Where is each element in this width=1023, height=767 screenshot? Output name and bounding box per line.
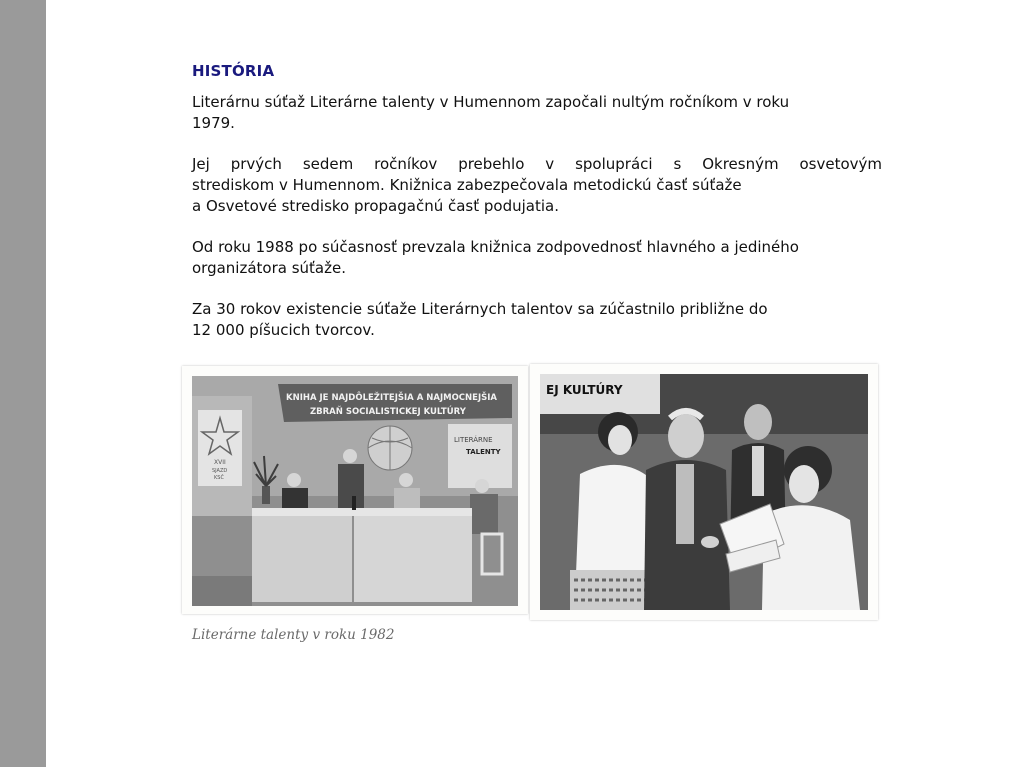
banner-text-1: KNIHA JE NAJDÔLEŽITEJŠIA A NAJMOCNEJŠIA (286, 393, 497, 403)
page-title: HISTÓRIA (192, 62, 275, 80)
paragraph-line: strediskom v Humennom. Knižnica zabezpečovala metodickú časť súťaže (192, 176, 742, 194)
sign-text-2: TALENTY (466, 448, 501, 456)
photo-gallery (182, 364, 882, 624)
paragraph-line: Literárnu súťaž Literárne talenty v Humennom započali nultým ročníkom v roku (192, 93, 790, 111)
text-content (192, 60, 882, 361)
paragraph-4 (192, 299, 882, 341)
photo-meeting (182, 366, 528, 614)
paragraph-line: a Osvetové stredisko propagačnú časť podujatia. (192, 197, 559, 215)
poster-text-1: XVII (214, 459, 226, 466)
poster-text-3: KSČ (214, 475, 224, 481)
paragraph-3 (192, 237, 882, 279)
meeting-photo-image (192, 376, 518, 606)
paragraph-line: Jej prvých sedem ročníkov prebehlo v spolupráci s Okresným osvetovým (192, 155, 882, 173)
paragraph-line: 12 000 píšucich tvorcov. (192, 321, 375, 339)
left-gray-bar (0, 0, 46, 767)
photo-award (530, 364, 878, 620)
sign-text-1: LITERÁRNE (454, 436, 493, 444)
paragraph-line: Za 30 rokov existencie súťaže Literárnych talentov sa zúčastnilo približne do (192, 300, 768, 318)
paragraph-line: organizátora súťaže. (192, 259, 346, 277)
paragraph-2 (192, 154, 882, 217)
paragraph-line: Od roku 1988 po súčasnosť prevzala knižnica zodpovednosť hlavného a jediného (192, 238, 799, 256)
banner-text-2: ZBRAŇ SOCIALISTICKEJ KULTÚRY (310, 407, 466, 417)
banner-text-photo2: EJ KULTÚRY (546, 383, 623, 397)
poster-text-2: SJAZD (212, 468, 228, 474)
award-photo-image (540, 374, 868, 610)
paragraph-1 (192, 92, 882, 134)
photo-caption: Literárne talenty v roku 1982 (192, 627, 395, 643)
paragraph-line: 1979. (192, 114, 235, 132)
